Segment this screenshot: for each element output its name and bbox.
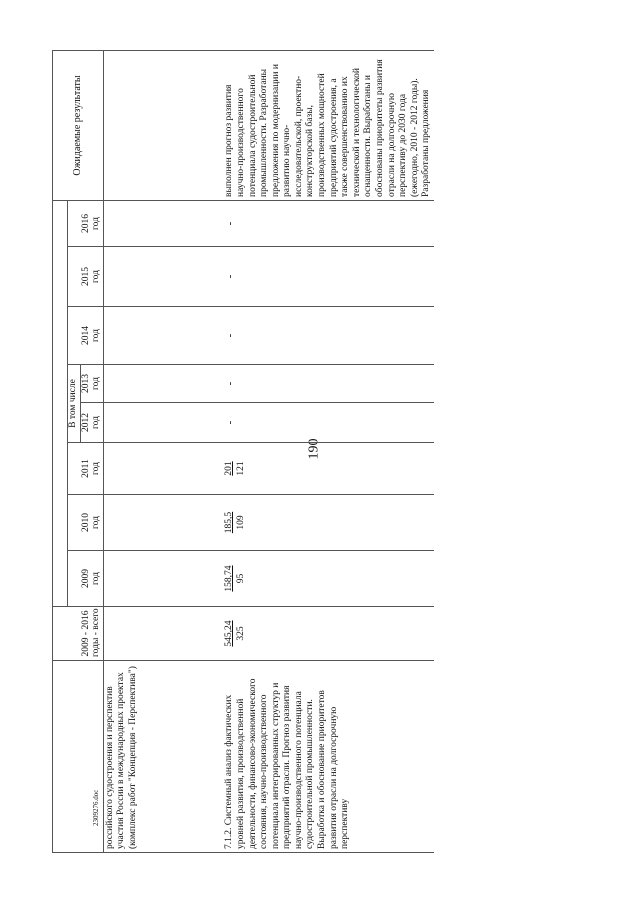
row-2009: 158,74 95 xyxy=(223,551,433,607)
row-2011: 201 121 xyxy=(223,443,433,495)
row-2014: - xyxy=(223,307,433,365)
program-table xyxy=(52,50,434,853)
row-results: выполнен прогноз развития научно-производственного потенциала судостроительной промышленности. Разработаны предложения по модернизации и развитию научно-исследовательской, проектно-конструкторской базы, производственных мощностей предприятий судостроения, а также совершенствованию их технической и технологической оснащенности. Выработаны и обоснованы приоритеты развития отрасли на долгосрочную перспективу до 2030 года (ежегодно, 2010 - 2012 годы). Разработаны предложения xyxy=(223,51,433,201)
page-number: 190 xyxy=(306,438,322,460)
row-2009 xyxy=(103,551,223,607)
row-2013: - xyxy=(223,365,433,403)
header-results: Ожидаемые результаты xyxy=(53,51,104,201)
row-2010 xyxy=(103,495,223,551)
row-2016 xyxy=(103,201,223,247)
doc-filename: 2309276.doc xyxy=(92,789,100,826)
row-total: 545,24 325 xyxy=(223,607,433,661)
row-2012: - xyxy=(223,403,433,443)
row-results xyxy=(103,51,223,201)
row-2014 xyxy=(103,307,223,365)
row-2013 xyxy=(103,365,223,403)
header-total: 2009 - 2016 годы - всего xyxy=(53,607,104,661)
table-row xyxy=(223,51,433,853)
header-breakdown-spacer xyxy=(53,201,68,607)
row-2011 xyxy=(103,443,223,495)
header-year-2009: 2009 год xyxy=(68,551,104,607)
header-year-2012: 2012 год xyxy=(80,403,103,443)
rotated-table-container xyxy=(52,51,582,853)
row-2012 xyxy=(103,403,223,443)
row-total xyxy=(103,607,223,661)
header-year-2010: 2010 год xyxy=(68,495,104,551)
row-description: 7.1.2. Системный анализ фактических уровней развития, производственной деятельности, финансово-экономического состояния, научно-производственного потенциала интегрированных структур и предприятий отрасли. Прогноз развития научно-производственного потенциала судостроительной промышленности. Выработка и обоснование приоритетов развития отрасли на долгосрочную перспективу xyxy=(223,661,433,853)
header-year-2015: 2015 год xyxy=(68,247,104,307)
row-2016: - xyxy=(223,201,433,247)
header-year-2011: 2011 год xyxy=(68,443,104,495)
row-description: российского судостроения и перспектив участия России в международных проектах (комплекс работ "Концепция - Перспектива") xyxy=(103,661,223,853)
header-year-2013: 2013 год xyxy=(80,365,103,403)
header-year-2014: 2014 год xyxy=(68,307,104,365)
row-2010: 185,5 109 xyxy=(223,495,433,551)
header-in-that-number: В том числе xyxy=(68,365,81,443)
header-row-top xyxy=(53,51,68,853)
row-2015 xyxy=(103,247,223,307)
table-row xyxy=(103,51,223,853)
row-2015: - xyxy=(223,247,433,307)
header-year-2016: 2016 год xyxy=(68,201,104,247)
